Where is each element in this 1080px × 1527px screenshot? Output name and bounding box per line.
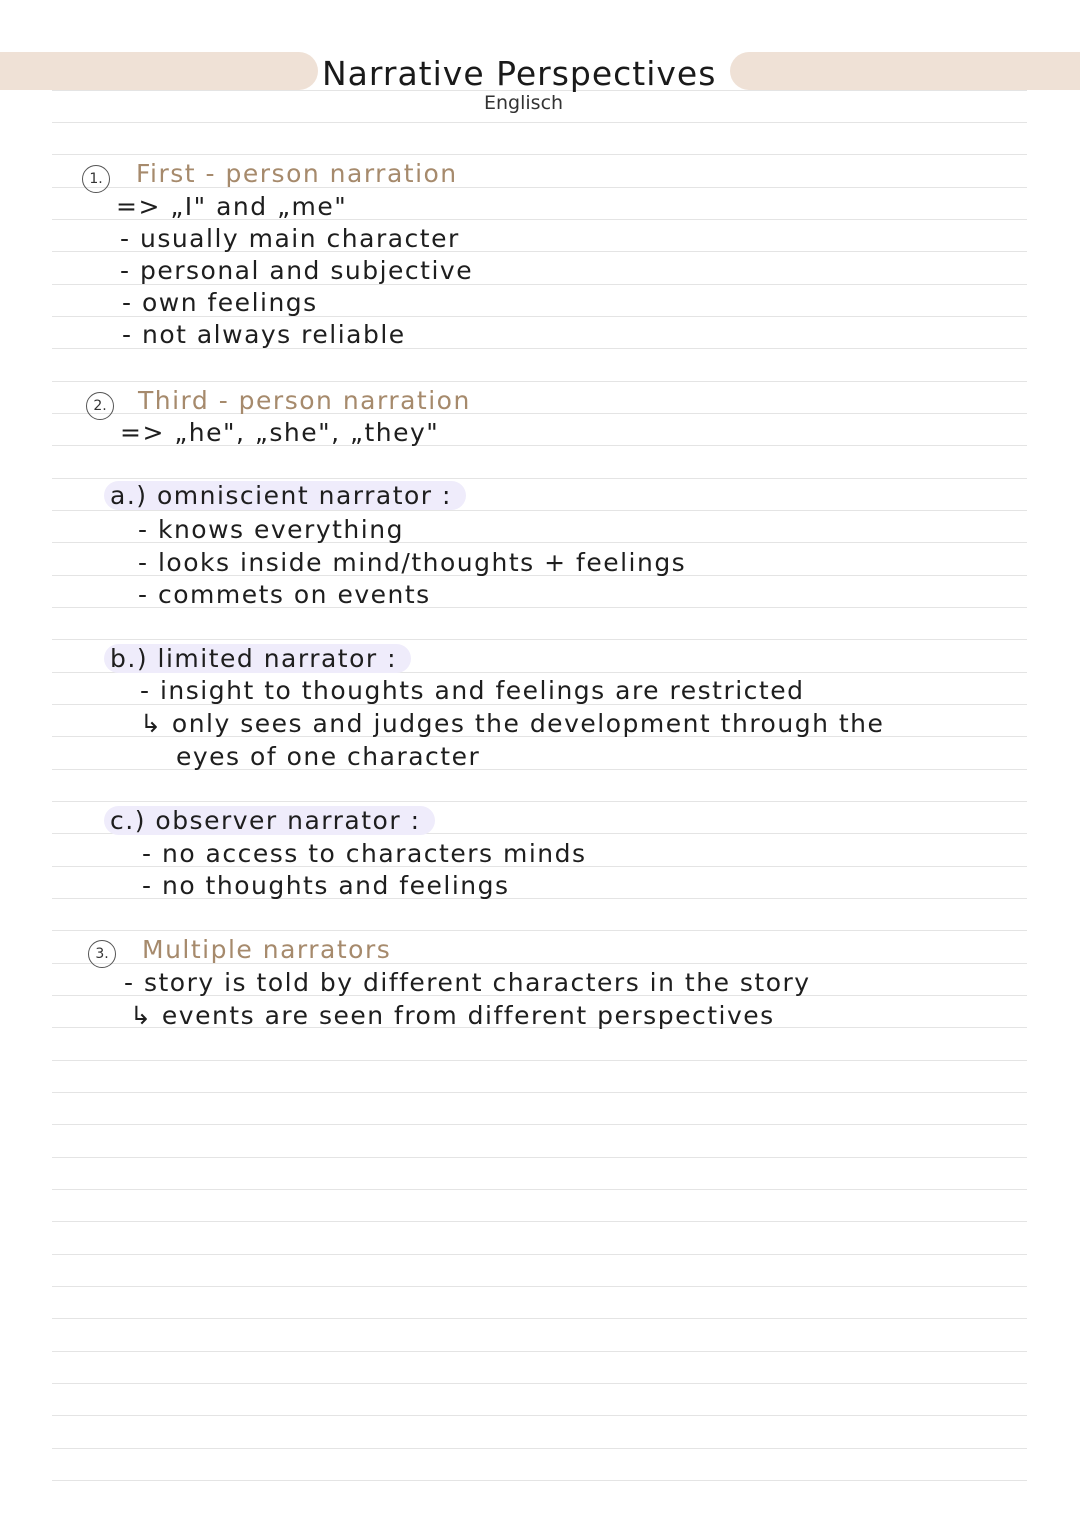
omniscient-line: - looks inside mind/thoughts + feelings xyxy=(138,548,687,577)
omniscient-line: - commets on events xyxy=(138,580,431,609)
section-2-heading: Third - person narration xyxy=(138,386,471,415)
section-1-heading: First - person narration xyxy=(136,159,458,188)
limited-narrator-label xyxy=(104,644,411,673)
section-1-line: - not always reliable xyxy=(122,320,406,349)
limited-line: eyes of one character xyxy=(176,742,481,771)
section-3-heading: Multiple narrators xyxy=(142,935,392,964)
section-1-line: => „I" and „me" xyxy=(116,192,348,221)
omniscient-line: - knows everything xyxy=(138,515,404,544)
section-1-number: 1. xyxy=(82,165,110,193)
limited-narrator-highlight: b.) limited narrator : xyxy=(104,644,411,673)
observer-narrator-label xyxy=(104,806,435,835)
title-banner-left xyxy=(0,52,318,90)
section-1-line: - usually main character xyxy=(120,224,460,253)
section-1-line: - personal and subjective xyxy=(120,256,474,285)
observer-line: - no access to characters minds xyxy=(142,839,587,868)
section-3-number: 3. xyxy=(88,940,116,968)
section-3-line: - story is told by different characters in the story xyxy=(124,968,811,997)
limited-line: - insight to thoughts and feelings are restricted xyxy=(140,676,805,705)
limited-line: ↳ only sees and judges the development through the xyxy=(140,709,885,738)
section-3-line: ↳ events are seen from different perspectives xyxy=(130,1001,775,1030)
page-subtitle: Englisch xyxy=(484,92,564,114)
title-banner-right xyxy=(730,52,1080,90)
page-title: Narrative Perspectives xyxy=(322,54,717,93)
omniscient-narrator-label xyxy=(104,481,466,510)
observer-line: - no thoughts and feelings xyxy=(142,871,510,900)
section-2-pronouns: => „he", „she", „they" xyxy=(120,418,440,447)
section-2-number: 2. xyxy=(86,392,114,420)
section-1-line: - own feelings xyxy=(122,288,318,317)
observer-narrator-highlight: c.) observer narrator : xyxy=(104,806,435,835)
omniscient-narrator-highlight: a.) omniscient narrator : xyxy=(104,481,466,510)
